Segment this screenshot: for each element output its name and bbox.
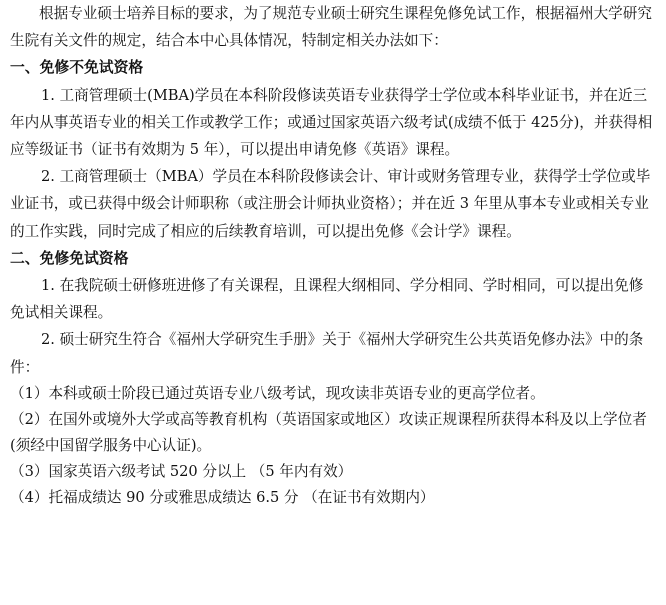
condition-1: （1）本科或硕士阶段已通过英语专业八级考试，现攻读非英语专业的更高学位者。 xyxy=(10,384,545,402)
section-heading-exempt-study: 一、免修不免试资格 xyxy=(10,59,144,77)
section1-item-2: 2. 工商管理硕士（MBA）学员在本科阶段修读会计、审计或财务管理专业，获得学士学位或毕业证书，或已获得中级会计师职称（或注册会计师执业资格）；并在近 3 年里从事本专业或相关专业的工作实践，同时完成了相应的后续教育培训，可以提出免修《会计学》课程。 xyxy=(10,168,651,240)
section-heading-exempt-study-and-exam: 二、免修免试资格 xyxy=(10,249,129,267)
condition-3: （3）国家英语六级考试 520 分以上 （5 年内有效） xyxy=(10,462,353,480)
condition-2: （2）在国外或境外大学或高等教育机构（英语国家或地区）攻读正规课程所获得本科及以上学位者(须经中国留学服务中心认证)。 xyxy=(10,410,647,454)
intro-paragraph: 根据专业硕士培养目标的要求，为了规范专业硕士研究生课程免修免试工作，根据福州大学研究生院有关文件的规定，结合本中心具体情况，特制定相关办法如下： xyxy=(10,5,652,50)
condition-4: （4）托福成绩达 90 分或雅思成绩达 6.5 分 （在证书有效期内） xyxy=(10,488,435,506)
section1-item-1: 1. 工商管理硕士(MBA)学员在本科阶段修读英语专业获得学士学位或本科毕业证书，并在近三年内从事英语专业的相关工作或教学工作；或通过国家英语六级考试(成绩不低于 425分)，并获得相应等级证书（证书有效期为 5 年），可以提出申请免修《英语》课程。 xyxy=(10,86,653,159)
section2-item-1: 1. 在我院硕士研修班进修了有关课程，且课程大纲相同、学分相同、学时相同，可以提出免修免试相关课程。 xyxy=(10,277,644,322)
section2-item-2: 2. 硕士研究生符合《福州大学研究生手册》关于《福州大学研究生公共英语免修办法》中的条件： xyxy=(10,331,644,376)
